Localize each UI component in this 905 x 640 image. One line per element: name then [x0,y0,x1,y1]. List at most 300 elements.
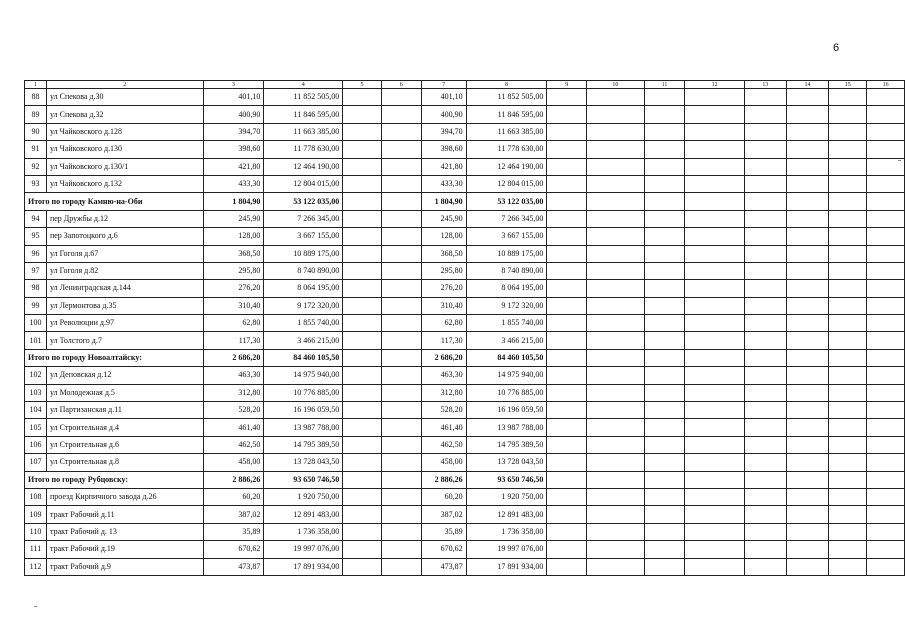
empty-cell [547,245,587,262]
column-header: 10 [587,81,645,89]
empty-cell [829,315,867,332]
area-cell-2: 1 804,90 [421,193,466,210]
page-number: 6 [833,42,840,54]
empty-cell [786,367,829,384]
empty-cell [381,349,421,366]
cost-cell: 13 728 043,50 [264,454,343,471]
empty-cell [547,123,587,140]
empty-cell [867,297,905,314]
row-number: 91 [25,141,47,158]
empty-cell [644,175,685,192]
area-cell: 276,20 [203,280,264,297]
empty-cell [547,228,587,245]
empty-cell [829,245,867,262]
area-cell: 394,70 [203,123,264,140]
area-cell-2: 128,00 [421,228,466,245]
empty-cell [587,558,645,575]
table-row [25,367,905,384]
cost-cell-2: 8 064 195,00 [466,280,547,297]
empty-cell [343,506,382,523]
address-cell: ул Чайковского д.132 [46,175,203,192]
cost-cell-2: 93 650 746,50 [466,471,547,488]
empty-cell [547,488,587,505]
column-header: 2 [46,81,203,89]
empty-cell [786,402,829,419]
area-cell: 2 886,26 [203,471,264,488]
column-header: 12 [685,81,745,89]
empty-cell [381,228,421,245]
table-row [25,332,905,349]
empty-cell [829,558,867,575]
cost-cell: 11 852 505,00 [264,89,343,106]
cost-cell-2: 3 466 215,00 [466,332,547,349]
empty-cell [587,210,645,227]
empty-cell [829,89,867,106]
empty-cell [343,158,382,175]
empty-cell [685,262,745,279]
empty-cell [644,332,685,349]
subtotal-label: Итого по городу Новоалтайску: [25,349,204,366]
empty-cell [829,471,867,488]
empty-cell [867,89,905,106]
empty-cell [744,175,786,192]
empty-cell [786,123,829,140]
cost-cell-2: 14 975 940,00 [466,367,547,384]
empty-cell [685,228,745,245]
cost-cell-2: 7 266 345,00 [466,210,547,227]
empty-cell [829,488,867,505]
area-cell: 433,30 [203,175,264,192]
empty-cell [867,332,905,349]
empty-cell [547,367,587,384]
empty-cell [343,558,382,575]
empty-cell [867,175,905,192]
table-row [25,89,905,106]
empty-cell [644,262,685,279]
empty-cell [744,106,786,123]
empty-cell [867,349,905,366]
area-cell-2: 60,20 [421,488,466,505]
empty-cell [343,262,382,279]
empty-cell [587,141,645,158]
cost-cell: 10 776 885,00 [264,384,343,401]
empty-cell [685,506,745,523]
table-row [25,488,905,505]
column-header: 9 [547,81,587,89]
address-cell: ул Революции д.97 [46,315,203,332]
row-number: 92 [25,158,47,175]
empty-cell [829,106,867,123]
empty-cell [829,210,867,227]
empty-cell [786,193,829,210]
empty-cell [547,315,587,332]
empty-cell [744,210,786,227]
empty-cell [547,436,587,453]
address-cell: ул Спекова д.32 [46,106,203,123]
area-cell: 2 686,20 [203,349,264,366]
area-cell: 1 804,90 [203,193,264,210]
column-header: 7 [421,81,466,89]
empty-cell [867,141,905,158]
empty-cell [381,367,421,384]
table-row [25,436,905,453]
empty-cell [381,436,421,453]
cost-cell-2: 14 795 389,50 [466,436,547,453]
column-header: 14 [786,81,829,89]
address-cell: ул Чайковского д.128 [46,123,203,140]
empty-cell [343,454,382,471]
row-number: 96 [25,245,47,262]
area-cell-2: 276,20 [421,280,466,297]
empty-cell [587,419,645,436]
empty-cell [685,280,745,297]
area-cell: 295,80 [203,262,264,279]
table-row [25,402,905,419]
empty-cell [587,523,645,540]
empty-cell [786,436,829,453]
empty-cell [644,541,685,558]
empty-cell [381,106,421,123]
cost-cell-2: 16 196 059,50 [466,402,547,419]
table-row [25,297,905,314]
address-cell: пер Запотоцкого д.6 [46,228,203,245]
empty-cell [744,471,786,488]
area-cell: 462,50 [203,436,264,453]
table-row [25,506,905,523]
area-cell-2: 387,02 [421,506,466,523]
empty-cell [547,541,587,558]
area-cell: 670,62 [203,541,264,558]
empty-cell [343,245,382,262]
empty-cell [786,541,829,558]
area-cell-2: 245,90 [421,210,466,227]
empty-cell [587,123,645,140]
empty-cell [587,541,645,558]
empty-cell [786,141,829,158]
row-number: 106 [25,436,47,453]
empty-cell [547,89,587,106]
area-cell-2: 400,90 [421,106,466,123]
empty-cell [829,367,867,384]
empty-cell [744,349,786,366]
empty-cell [867,384,905,401]
empty-cell [381,332,421,349]
empty-cell [829,280,867,297]
address-cell: ул Толстого д.7 [46,332,203,349]
empty-cell [786,332,829,349]
empty-cell [587,315,645,332]
column-header: 5 [343,81,382,89]
cost-cell-2: 53 122 035,00 [466,193,547,210]
row-number: 90 [25,123,47,140]
empty-cell [685,558,745,575]
column-header: 6 [381,81,421,89]
empty-cell [685,541,745,558]
empty-cell [343,106,382,123]
empty-cell [343,523,382,540]
empty-cell [587,332,645,349]
column-header: 4 [264,81,343,89]
empty-cell [685,141,745,158]
address-cell: ул Чайковского д.130 [46,141,203,158]
cost-cell: 10 889 175,00 [264,245,343,262]
row-number: 109 [25,506,47,523]
empty-cell [343,384,382,401]
empty-cell [547,419,587,436]
empty-cell [829,349,867,366]
row-number: 100 [25,315,47,332]
area-cell: 60,20 [203,488,264,505]
empty-cell [867,506,905,523]
empty-cell [644,193,685,210]
empty-cell [685,384,745,401]
empty-cell [786,315,829,332]
address-cell: ул Лермонтова д.35 [46,297,203,314]
area-cell-2: 463,30 [421,367,466,384]
cost-cell-2: 12 891 483,00 [466,506,547,523]
row-number: 112 [25,558,47,575]
row-number: 95 [25,228,47,245]
row-number: 98 [25,280,47,297]
empty-cell [587,175,645,192]
empty-cell [381,506,421,523]
empty-cell [644,106,685,123]
empty-cell [644,454,685,471]
empty-cell [867,436,905,453]
address-cell: ул Деповская д.12 [46,367,203,384]
empty-cell [744,141,786,158]
empty-cell [786,297,829,314]
area-cell-2: 368,50 [421,245,466,262]
empty-cell [587,471,645,488]
empty-cell [644,506,685,523]
empty-cell [744,315,786,332]
empty-cell [343,419,382,436]
empty-cell [587,454,645,471]
empty-cell [587,158,645,175]
cost-cell-2: 11 778 630,00 [466,141,547,158]
empty-cell [744,245,786,262]
empty-cell [644,419,685,436]
cost-cell: 14 975 940,00 [264,367,343,384]
empty-cell [343,541,382,558]
row-number: 104 [25,402,47,419]
area-cell: 368,50 [203,245,264,262]
empty-cell [343,402,382,419]
subtotal-label: Итого по городу Рубцовску: [25,471,204,488]
table-row [25,454,905,471]
empty-cell [644,228,685,245]
empty-cell [587,436,645,453]
row-number: 110 [25,523,47,540]
empty-cell [829,419,867,436]
cost-cell: 13 987 788,00 [264,419,343,436]
cost-cell-2: 13 987 788,00 [466,419,547,436]
area-cell: 528,20 [203,402,264,419]
area-cell-2: 473,87 [421,558,466,575]
empty-cell [587,280,645,297]
empty-cell [829,158,867,175]
empty-cell [547,523,587,540]
empty-cell [685,89,745,106]
empty-cell [744,89,786,106]
area-cell-2: 670,62 [421,541,466,558]
area-cell: 245,90 [203,210,264,227]
empty-cell [685,158,745,175]
empty-cell [744,402,786,419]
cost-cell: 19 997 076,00 [264,541,343,558]
cost-cell-2: 11 846 595,00 [466,106,547,123]
scan-speck [34,606,37,607]
empty-cell [867,210,905,227]
empty-cell [744,158,786,175]
empty-cell [381,175,421,192]
empty-cell [786,471,829,488]
empty-cell [829,297,867,314]
empty-cell [644,280,685,297]
table-row [25,141,905,158]
cost-cell: 17 891 934,00 [264,558,343,575]
empty-cell [867,471,905,488]
cost-cell: 12 804 015,00 [264,175,343,192]
empty-cell [644,141,685,158]
address-cell: тракт Рабочий д. 13 [46,523,203,540]
empty-cell [644,315,685,332]
empty-cell [644,297,685,314]
table-row [25,541,905,558]
area-cell: 387,02 [203,506,264,523]
address-cell: проезд Кирпичного завода д.26 [46,488,203,505]
area-cell-2: 2 686,20 [421,349,466,366]
cost-cell: 11 663 385,00 [264,123,343,140]
empty-cell [547,349,587,366]
empty-cell [547,262,587,279]
empty-cell [786,384,829,401]
empty-cell [587,297,645,314]
empty-cell [867,315,905,332]
row-number: 101 [25,332,47,349]
empty-cell [867,488,905,505]
empty-cell [381,454,421,471]
empty-cell [829,228,867,245]
cost-cell-2: 9 172 320,00 [466,297,547,314]
area-cell: 461,40 [203,419,264,436]
empty-cell [685,436,745,453]
empty-cell [547,106,587,123]
empty-cell [867,245,905,262]
empty-cell [786,419,829,436]
empty-cell [381,245,421,262]
address-cell: ул Строительная д.4 [46,419,203,436]
empty-cell [644,89,685,106]
cost-cell-2: 10 776 885,00 [466,384,547,401]
empty-cell [685,297,745,314]
empty-cell [644,123,685,140]
empty-cell [343,297,382,314]
empty-cell [685,332,745,349]
table-row [25,419,905,436]
area-cell-2: 35,89 [421,523,466,540]
table-row [25,228,905,245]
empty-cell [786,454,829,471]
cost-cell: 3 466 215,00 [264,332,343,349]
column-header: 8 [466,81,547,89]
table-row [25,210,905,227]
cost-cell: 1 736 358,00 [264,523,343,540]
empty-cell [644,158,685,175]
empty-cell [587,402,645,419]
empty-cell [343,141,382,158]
housing-register-table [24,80,905,576]
empty-cell [786,210,829,227]
cost-cell-2: 84 460 105,50 [466,349,547,366]
area-cell-2: 421,80 [421,158,466,175]
area-cell: 463,30 [203,367,264,384]
table-row [25,245,905,262]
empty-cell [786,558,829,575]
area-cell-2: 2 886,26 [421,471,466,488]
empty-cell [343,210,382,227]
empty-cell [644,367,685,384]
column-header: 11 [644,81,685,89]
table-header-row [25,81,905,89]
empty-cell [547,454,587,471]
column-header: 15 [829,81,867,89]
area-cell-2: 458,00 [421,454,466,471]
row-number: 93 [25,175,47,192]
cost-cell: 3 667 155,00 [264,228,343,245]
address-cell: ул Строительная д.6 [46,436,203,453]
empty-cell [685,402,745,419]
empty-cell [744,367,786,384]
cost-cell: 8 064 195,00 [264,280,343,297]
table-row [25,384,905,401]
area-cell: 400,90 [203,106,264,123]
empty-cell [343,349,382,366]
empty-cell [829,193,867,210]
cost-cell-2: 17 891 934,00 [466,558,547,575]
empty-cell [547,558,587,575]
address-cell: тракт Рабочий д.19 [46,541,203,558]
area-cell: 117,30 [203,332,264,349]
empty-cell [829,262,867,279]
empty-cell [644,349,685,366]
empty-cell [744,523,786,540]
empty-cell [867,558,905,575]
empty-cell [644,245,685,262]
area-cell-2: 401,10 [421,89,466,106]
empty-cell [343,175,382,192]
empty-cell [381,89,421,106]
area-cell: 398,60 [203,141,264,158]
empty-cell [644,402,685,419]
cost-cell: 84 460 105,50 [264,349,343,366]
address-cell: ул Молодежная д.5 [46,384,203,401]
empty-cell [381,541,421,558]
empty-cell [685,245,745,262]
empty-cell [587,228,645,245]
empty-cell [867,123,905,140]
area-cell-2: 461,40 [421,419,466,436]
scan-speck [898,160,901,161]
empty-cell [685,175,745,192]
empty-cell [644,210,685,227]
empty-cell [744,262,786,279]
cost-cell-2: 11 852 505,00 [466,89,547,106]
empty-cell [786,175,829,192]
cost-cell-2: 11 663 385,00 [466,123,547,140]
address-cell: тракт Рабочий д.11 [46,506,203,523]
